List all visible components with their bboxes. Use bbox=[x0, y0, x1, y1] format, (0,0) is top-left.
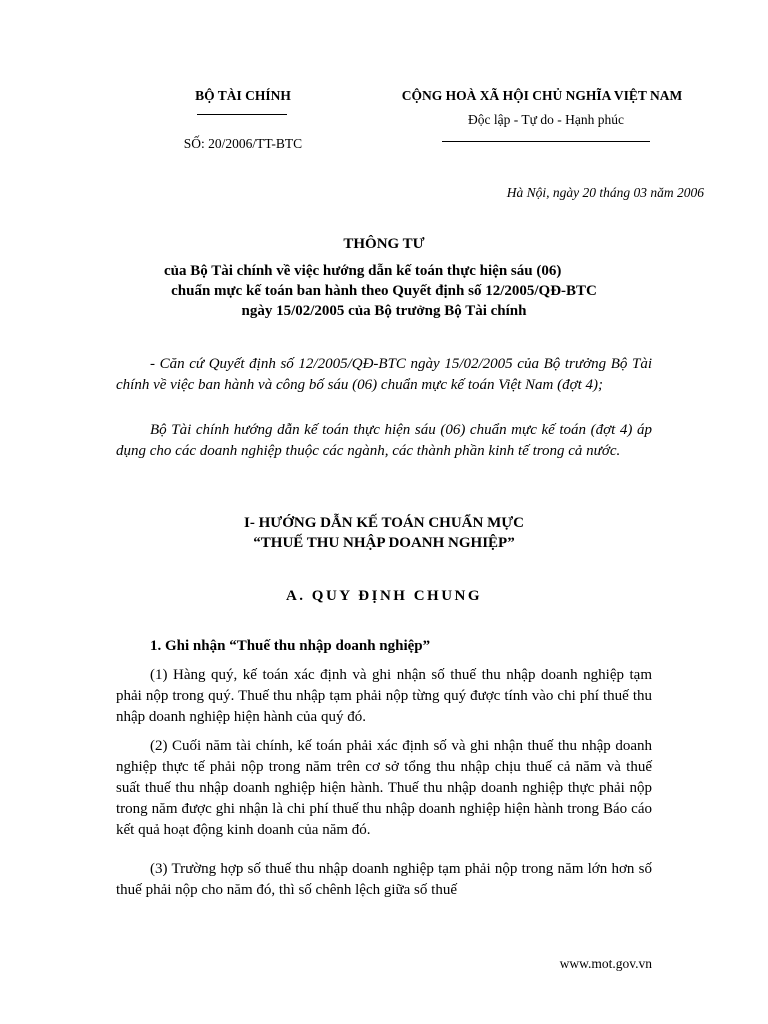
preamble-paragraph-1: - Căn cứ Quyết định số 12/2005/QĐ-BTC ngày 15/02/2005 của Bộ trưởng Bộ Tài chính về việc ban hành và công bố sáu (06) chuẩn mực kế toán Việt Nam (đợt 4); bbox=[116, 356, 652, 393]
place-date: Hà Nội, ngày 20 tháng 03 năm 2006 bbox=[506, 185, 704, 200]
ministry-underline bbox=[197, 114, 287, 115]
document-number: SỐ: 20/2006/TT-BTC bbox=[183, 136, 303, 151]
title-line-1: của Bộ Tài chính về việc hướng dẫn kế toán thực hiện sáu (06) bbox=[164, 263, 562, 279]
motto-underline bbox=[442, 141, 650, 142]
footer-website: www.mot.gov.vn bbox=[559, 956, 652, 971]
national-motto: Độc lập - Tự do - Hạnh phúc bbox=[468, 112, 624, 127]
subsection-heading: A. QUY ĐỊNH CHUNG bbox=[285, 588, 483, 604]
body-paragraph-3: (3) Trường hợp số thuế thu nhập doanh nghiệp tạm phải nộp trong năm lớn hơn số thuế phải nộp cho năm đó, thì số chênh lệch giữa số thuế bbox=[116, 861, 652, 898]
ministry-name: BỘ TÀI CHÍNH bbox=[195, 88, 291, 103]
body-paragraph-2: (2) Cuối năm tài chính, kế toán phải xác định số và ghi nhận thuế thu nhập doanh nghiệp thực tế phải nộp trong năm trên cơ sở tổng thu nhập chịu thuế cả năm và thuế suất thuế thu nhập doanh nghiệp hiện hành. Thuế thu nhập doanh nghiệp thực phải nộp trong năm được ghi nhận là chi phí thuế thu nhập doanh nghiệp hiện hành trong Báo cáo kết quả hoạt động kinh doanh của năm đó. bbox=[116, 738, 652, 838]
country-name: CỘNG HOÀ XÃ HỘI CHỦ NGHĨA VIỆT NAM bbox=[401, 88, 683, 103]
document-type-title: THÔNG TƯ bbox=[343, 236, 425, 252]
body-paragraph-1: (1) Hàng quý, kế toán xác định và ghi nhận số thuế thu nhập doanh nghiệp tạm phải nộp trong quý. Thuế thu nhập tạm phải nộp từng quý được tính vào chi phí thuế thu nhập doanh nghiệp hiện hành của quý đó. bbox=[116, 667, 652, 725]
section-heading-line-1: I- HƯỚNG DẪN KẾ TOÁN CHUẨN MỰC bbox=[244, 515, 524, 531]
item-title: 1. Ghi nhận “Thuế thu nhập doanh nghiệp” bbox=[150, 638, 431, 654]
title-line-2: chuẩn mực kế toán ban hành theo Quyết định số 12/2005/QĐ-BTC bbox=[171, 283, 597, 299]
title-line-3: ngày 15/02/2005 của Bộ trưởng Bộ Tài chính bbox=[241, 303, 527, 319]
preamble-paragraph-2: Bộ Tài chính hướng dẫn kế toán thực hiện sáu (06) chuẩn mực kế toán (đợt 4) áp dụng cho các doanh nghiệp thuộc các ngành, các thành phần kinh tế trong cả nước. bbox=[116, 422, 652, 459]
section-heading-line-2: “THUẾ THU NHẬP DOANH NGHIỆP” bbox=[253, 535, 515, 551]
